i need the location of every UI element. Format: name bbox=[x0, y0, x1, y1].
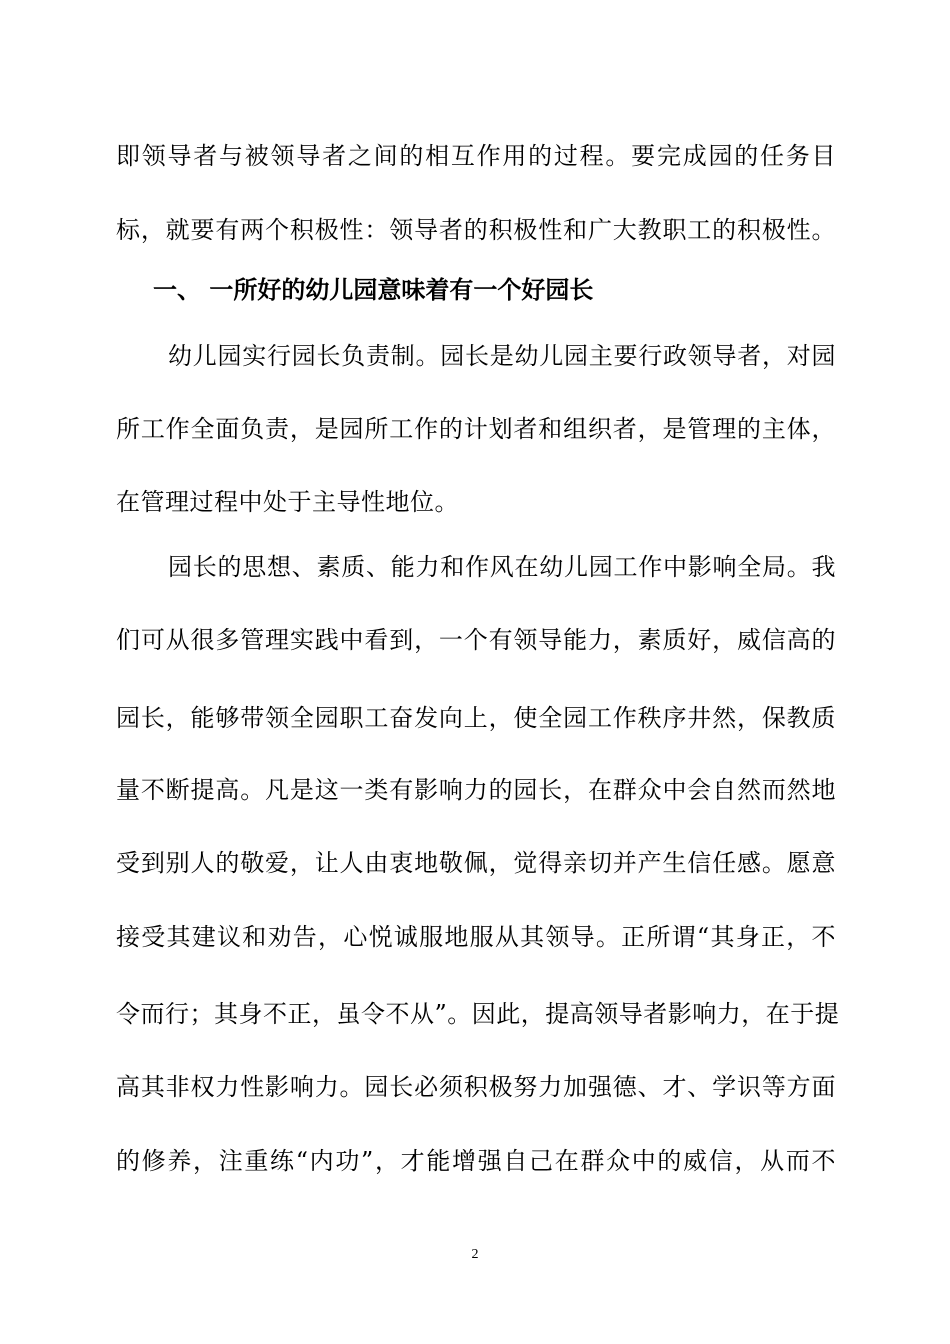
paragraph-line: 即领导者与被领导者之间的相互作用的过程。要完成园的任务目 bbox=[116, 142, 836, 170]
paragraph-line: 所工作全面负责，是园所工作的计划者和组织者，是管理的主体， bbox=[116, 415, 836, 443]
paragraph-line: 在管理过程中处于主导性地位。 bbox=[116, 488, 459, 516]
section-heading: 一、 一所好的幼儿园意味着有一个好园长 bbox=[153, 276, 594, 304]
paragraph-line: 接受其建议和劝告，心悦诚服地服从其领导。正所谓“其身正，不 bbox=[116, 923, 836, 951]
paragraph-line: 令而行；其身不正，虽令不从”。因此，提高领导者影响力，在于提 bbox=[116, 1000, 840, 1028]
paragraph-line: 园长，能够带领全园职工奋发向上，使全园工作秩序井然，保教质 bbox=[116, 704, 836, 732]
page-number: 2 bbox=[471, 1247, 479, 1262]
paragraph-line: 们可从很多管理实践中看到，一个有领导能力，素质好，威信高的 bbox=[116, 626, 836, 654]
paragraph-line: 量不断提高。凡是这一类有影响力的园长，在群众中会自然而然地 bbox=[116, 776, 836, 804]
paragraph-line: 受到别人的敬爱，让人由衷地敬佩，觉得亲切并产生信任感。愿意 bbox=[116, 849, 836, 877]
paragraph-line: 的修养，注重练“内功”，才能增强自己在群众中的威信，从而不 bbox=[116, 1147, 836, 1175]
paragraph-line: 幼儿园实行园长负责制。园长是幼儿园主要行政领导者，对园 bbox=[168, 342, 836, 370]
paragraph-line: 高其非权力性影响力。园长必须积极努力加强德、才、学识等方面 bbox=[116, 1073, 836, 1101]
paragraph-line: 标，就要有两个积极性：领导者的积极性和广大教职工的积极性。 bbox=[116, 216, 836, 244]
paragraph-line: 园长的思想、素质、能力和作风在幼儿园工作中影响全局。我 bbox=[168, 553, 836, 581]
